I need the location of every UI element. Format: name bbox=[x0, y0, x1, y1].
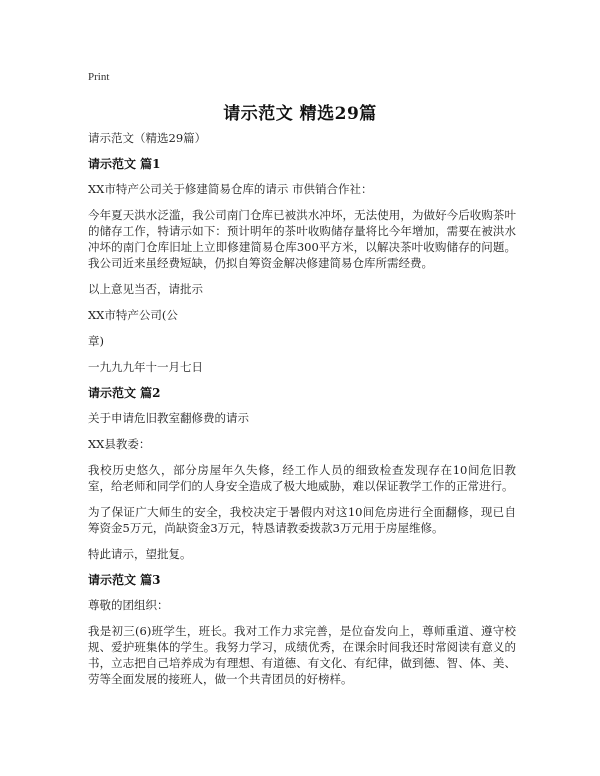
document-body bbox=[88, 130, 516, 697]
paragraph: 特此请示，望批复。 bbox=[88, 547, 192, 561]
paragraph: XX市特产公司(公 bbox=[88, 308, 178, 322]
paragraph: XX市特产公司关于修建简易仓库的请示 市供销合作社： bbox=[88, 182, 373, 196]
paragraph: 一九九九年十一月七日 bbox=[88, 360, 203, 374]
paragraph: 为了保证广大师生的安全，我校决定于暑假内对这10间危房进行全面翻修，现已自筹资金5万元，尚缺资金3万元，特恳请教委拨款3万元用于房屋维修。 bbox=[88, 505, 516, 535]
section-heading: 请示范文 篇2 bbox=[88, 386, 161, 400]
paragraph: 今年夏天洪水泛滥，我公司南门仓库已被洪水冲坏，无法使用，为做好今后收购茶叶的储存工作，特请示如下：预计明年的茶叶收购储存量将比今年增加，需要在被洪水冲坏的南门仓库旧址上立即修建简易仓库300平方米，以解决茶叶收购储存的问题。我公司近来虽经费短缺，仍拟自筹资金解决修建简易仓库所需经费。 bbox=[88, 208, 516, 270]
paragraph: 我校历史悠久，部分房屋年久失修，经工作人员的细致检查发现存在10间危旧教室，给老师和同学们的人身安全造成了极大地威胁，难以保证教学工作的正常进行。 bbox=[88, 463, 516, 493]
paragraph: 尊敬的团组织： bbox=[88, 598, 169, 612]
paragraph: 我是初三(6)班学生，班长。我对工作力求完善，是位奋发向上，尊师重道、遵守校规、爱护班集体的学生。我努力学习，成绩优秀，在课余时间我还时常阅读有意义的书，立志把自己培养成为有理想、有道德、有文化、有纪律，做到德、智、体、美、劳等全面发展的接班人，做一个共青团员的好榜样。 bbox=[88, 624, 516, 686]
paragraph: 关于申请危旧教室翻修费的请示 bbox=[88, 411, 249, 425]
paragraph: 章) bbox=[88, 334, 104, 348]
section-heading: 请示范文 篇1 bbox=[88, 157, 161, 171]
document-title: 请示范文 精选29篇 bbox=[223, 104, 377, 124]
paragraph: 以上意见当否，请批示 bbox=[88, 282, 203, 296]
print-label: Print bbox=[88, 71, 110, 83]
section-heading: 请示范文 篇3 bbox=[88, 573, 161, 587]
intro-line: 请示范文（精选29篇） bbox=[88, 131, 207, 145]
paragraph: XX县教委： bbox=[88, 437, 151, 451]
